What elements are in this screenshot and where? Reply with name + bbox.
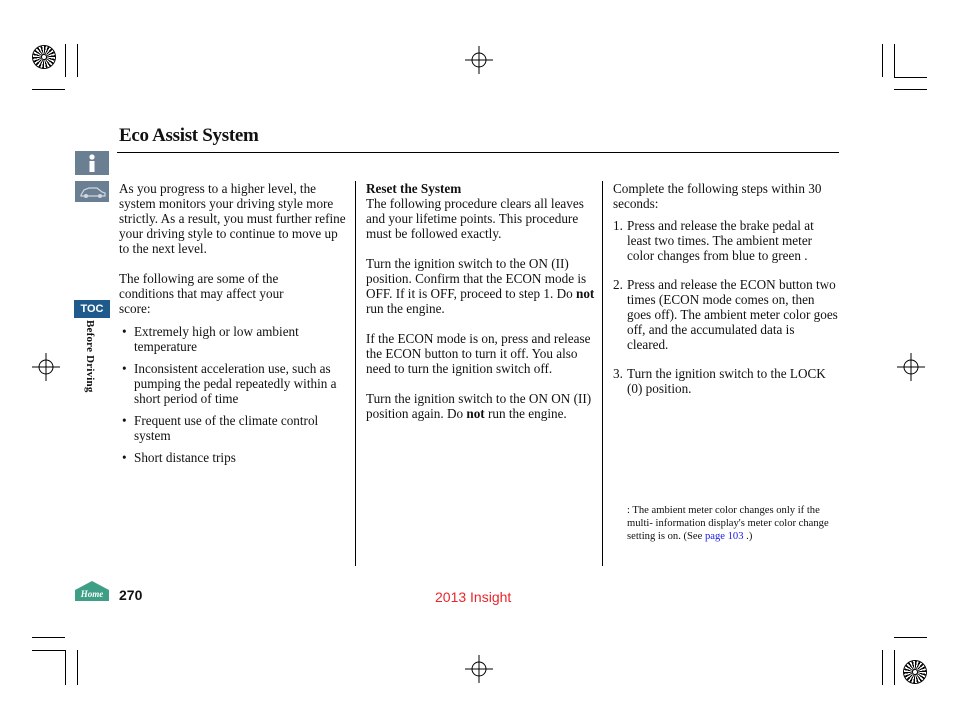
list-item: • Frequent use of the climate control system bbox=[119, 413, 351, 443]
toc-button[interactable]: TOC bbox=[74, 300, 110, 318]
paragraph: If the ECON mode is on, press and release the ECON button to turn it off. You also need to turn the ignition switch off. bbox=[366, 331, 591, 376]
home-label: Home bbox=[80, 589, 104, 599]
section-heading: Reset the System bbox=[366, 181, 462, 196]
column-3 bbox=[613, 181, 838, 410]
registration-starburst-icon bbox=[904, 661, 926, 683]
paragraph: Turn the ignition switch to the ON (II) position. Confirm that the ECON mode is OFF. If it is OFF, proceed to step 1. Do not run the engine. bbox=[366, 256, 595, 316]
paragraph: Complete the following steps within 30 seconds: bbox=[613, 181, 822, 211]
reset-steps-list bbox=[613, 218, 838, 396]
paragraph: As you progress to a higher level, the system monitors your driving style more strictly. As a result, you must further refine your driving style to continue to move up to the next level. bbox=[119, 181, 346, 256]
list-item: 2. Press and release the ECON button two times (ECON mode comes on, then goes off). The ambient meter color goes off, and the accumulated data is cleared. bbox=[613, 277, 838, 352]
conditions-list bbox=[119, 324, 351, 465]
column-divider bbox=[355, 181, 356, 566]
home-button[interactable] bbox=[74, 580, 110, 602]
info-icon[interactable] bbox=[75, 151, 109, 175]
footnote: : The ambient meter color changes only if the multi- information display's meter color change setting is on. (See page 103 .) bbox=[627, 505, 829, 542]
car-icon[interactable] bbox=[75, 181, 109, 202]
page-title: Eco Assist System bbox=[119, 125, 259, 146]
list-item: • Inconsistent acceleration use, such as pumping the pedal repeatedly within a short period of time bbox=[119, 361, 351, 406]
crosshair-icon bbox=[897, 353, 925, 381]
crosshair-icon bbox=[32, 353, 60, 381]
crosshair-icon bbox=[465, 655, 493, 683]
list-item: • Short distance trips bbox=[119, 450, 351, 465]
section-tab-label: Before Driving bbox=[84, 320, 96, 393]
paragraph: The following are some of the conditions that may affect your score: bbox=[119, 271, 284, 316]
list-item: • Extremely high or low ambient temperature bbox=[119, 324, 351, 354]
column-2 bbox=[366, 181, 598, 421]
list-item: 3. Turn the ignition switch to the LOCK (0) position. bbox=[613, 366, 826, 396]
paragraph: Turn the ignition switch to the ON ON (II) position again. Do not run the engine. bbox=[366, 391, 592, 421]
page-number: 270 bbox=[119, 587, 143, 603]
list-item: 1. Press and release the brake pedal at least two times. The ambient meter color changes from blue to green . bbox=[613, 218, 814, 263]
footer-title: 2013 Insight bbox=[435, 589, 512, 605]
column-divider bbox=[602, 181, 603, 566]
page-link[interactable]: page 103 bbox=[704, 530, 744, 542]
paragraph: The following procedure clears all leaves and your lifetime points. This procedure must be followed exactly. bbox=[366, 196, 584, 241]
title-rule bbox=[117, 152, 839, 153]
registration-starburst-icon bbox=[33, 46, 55, 68]
column-1 bbox=[119, 181, 351, 472]
crosshair-icon bbox=[465, 46, 493, 74]
